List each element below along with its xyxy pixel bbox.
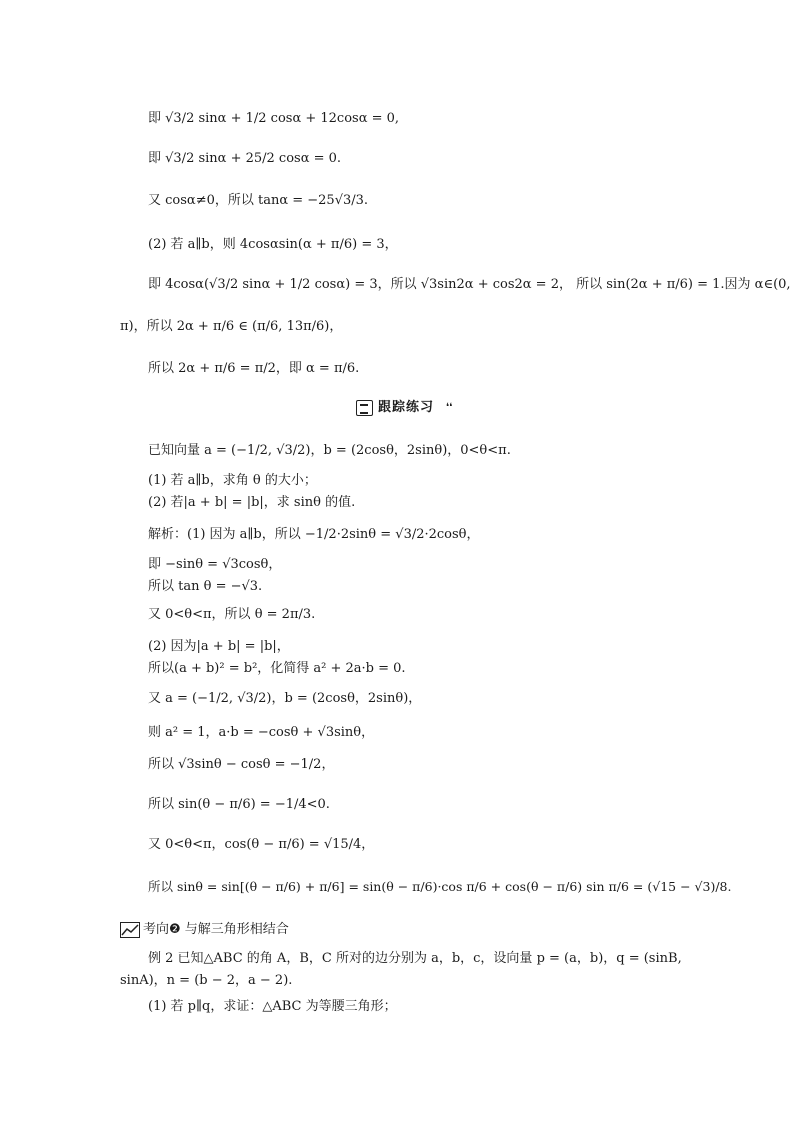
line-16: 所以(a + b)² = b²，化简得 a² + 2a·b = 0. [148, 661, 406, 676]
section-heading [120, 920, 289, 940]
line-8: 已知向量 a = (−1/2, √3/2)，b = (2cosθ，2sinθ)，0<θ<π. [148, 443, 511, 458]
line-2: 即 √3/2 sinα + 25/2 cosα = 0. [148, 151, 342, 166]
line-19: 所以 √3sinθ − cosθ = −1/2， [148, 757, 335, 772]
line-18: 则 a² = 1，a·b = −cosθ + √3sinθ， [148, 725, 375, 740]
line-21: 又 0<θ<π，cos(θ − π/6) = √15/4， [148, 837, 375, 852]
practice-header-label: 跟踪练习 [378, 400, 435, 415]
line-17: 又 a = (−1/2, √3/2)，b = (2cosθ，2sinθ)， [148, 691, 422, 706]
line-11: 解析：(1) 因为 a∥b，所以 −1/2·2sinθ = √3/2·2cosθ， [148, 527, 480, 542]
notebook-icon [356, 400, 373, 416]
footprint-icon: ❛❛ [446, 402, 453, 413]
section-heading-label: 考向❷ 与解三角形相结合 [143, 922, 289, 937]
line-7: 所以 2α + π/6 = π/2，即 α = π/6. [148, 361, 360, 376]
line-1: 即 √3/2 sinα + 1/2 cosα + 12cosα = 0, [148, 111, 400, 126]
line-12: 即 −sinθ = √3cosθ， [148, 557, 282, 572]
practice-header [356, 398, 460, 418]
line-24: sinA)，n = (b − 2，a − 2). [120, 973, 293, 988]
line-14: 又 0<θ<π，所以 θ = 2π/3. [148, 607, 316, 622]
line-15: (2) 因为|a + b| = |b|， [148, 639, 290, 654]
line-22: 所以 sinθ = sin[(θ − π/6) + π/6] = sin(θ − π/6)·cos π/6 + cos(θ − π/6) sin π/6 = (√15 − √3)/8. [148, 879, 732, 894]
trend-chart-icon [120, 922, 140, 938]
line-6: π)，所以 2α + π/6 ∈ (π/6, 13π/6)， [120, 319, 343, 334]
line-23: 例 2 已知△ABC 的角 A，B，C 所对的边分别为 a，b，c，设向量 p = (a，b)，q = (sinB, [148, 951, 682, 966]
line-5: 即 4cosα(√3/2 sinα + 1/2 cosα) = 3，所以 √3sin2α + cos2α = 2， 所以 sin(2α + π/6) = 1.因为 α∈(0, [148, 277, 791, 292]
line-3: 又 cosα≠0，所以 tanα = −25√3/3. [148, 193, 369, 208]
line-25: (1) 若 p∥q，求证：△ABC 为等腰三角形； [148, 999, 397, 1014]
line-20: 所以 sin(θ − π/6) = −1/4<0. [148, 797, 330, 812]
line-9: (1) 若 a∥b，求角 θ 的大小； [148, 473, 317, 488]
line-10: (2) 若|a + b| = |b|，求 sinθ 的值. [148, 495, 356, 510]
line-13: 所以 tan θ = −√3. [148, 579, 263, 594]
line-4: (2) 若 a∥b，则 4cosαsin(α + π/6) = 3， [148, 237, 398, 252]
